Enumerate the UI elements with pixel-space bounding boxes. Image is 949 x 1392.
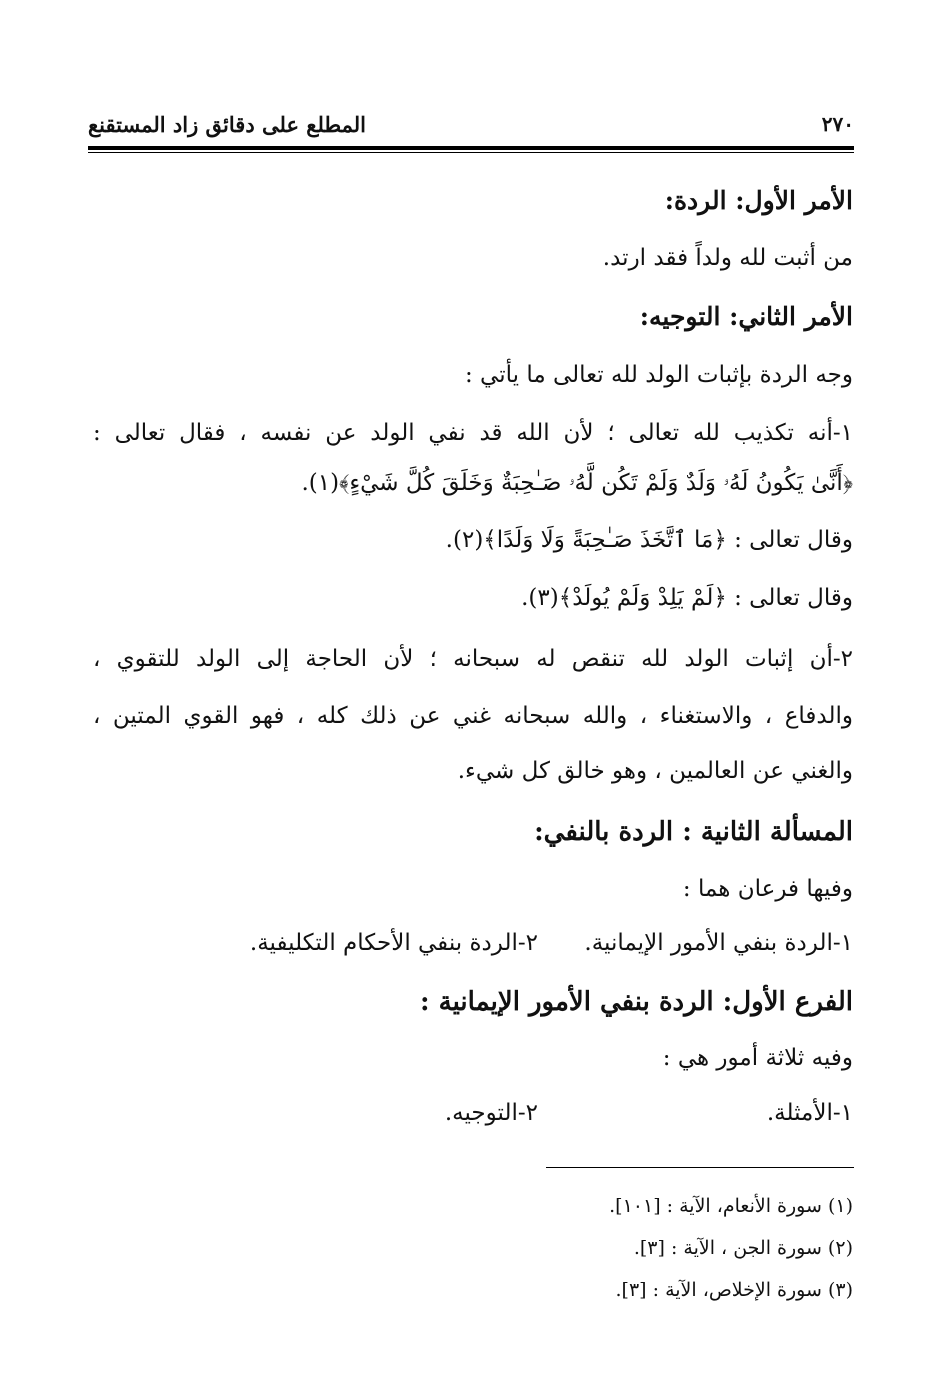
paragraph-line: والدفاع ، والاستغناء ، والله سبحانه غني عن ذلك كله ، فهو القوي المتين ، [93,703,853,729]
running-title: المطلع على دقائق زاد المستقنع [88,112,367,137]
footnote: (٣) سورة الإخلاص، الآية : [٣]. [615,1279,853,1301]
footnote: (١) سورة الأنعام، الآية : [١٠١]. [609,1195,853,1217]
list-item: ١-الردة بنفي الأمور الإيمانية. [584,930,853,956]
heading-second-matter: الأمر الثاني: التوجيه: [639,302,853,331]
paragraph: وفيها فرعان هما : [682,876,853,902]
paragraph-line: ١-أنه تكذيب لله تعالى ؛ لأن الله قد نفي الولد عن نفسه ، فقال تعالى : [93,420,853,446]
list-item: ٢-التوجيه. [444,1100,538,1126]
paragraph: من أثبت لله ولداً فقد ارتد. [602,245,853,271]
paragraph-line: والغني عن العالمين ، وهو خالق كل شيء. [457,758,853,784]
list-item: ٢-الردة بنفي الأحكام التكليفية. [249,930,538,956]
paragraph-line: ٢-أن إثبات الولد لله تنقص له سبحانه ؛ لأن الحاجة إلى الولد للتقوي ، [93,646,853,672]
list-item: ١-الأمثلة. [766,1100,853,1126]
heading-first-matter: الأمر الأول: الردة: [664,186,853,215]
heading-first-branch: الفرع الأول: الردة بنفي الأمور الإيمانية : [420,987,853,1017]
page-number: ٢٧٠ [821,112,854,136]
footnote: (٢) سورة الجن ، الآية : [٣]. [633,1237,853,1259]
quran-citation: وقال تعالى : ﴿مَا ٱتَّخَذَ صَـٰحِبَةً وَلَا وَلَدًا﴾(٢). [445,527,853,553]
paragraph: وجه الردة بإثبات الولد لله تعالى ما يأتي : [465,362,853,388]
heading-second-issue: المسألة الثانية : الردة بالنفي: [534,817,853,847]
quran-citation: وقال تعالى : ﴿لَمْ يَلِدْ وَلَمْ يُولَدْ﴾(٣). [521,585,853,611]
main-text [93,0,853,1160]
paragraph: وفيه ثلاثة أمور هي : [662,1045,853,1071]
quran-verse: ﴿أَنَّىٰ يَكُونُ لَهُۥ وَلَدٌ وَلَمْ تَكُن لَّهُۥ صَـٰحِبَةٌ وَخَلَقَ كُلَّ شَيْءٍ﴾(١). [301,470,853,496]
footnote-separator [546,1167,854,1168]
